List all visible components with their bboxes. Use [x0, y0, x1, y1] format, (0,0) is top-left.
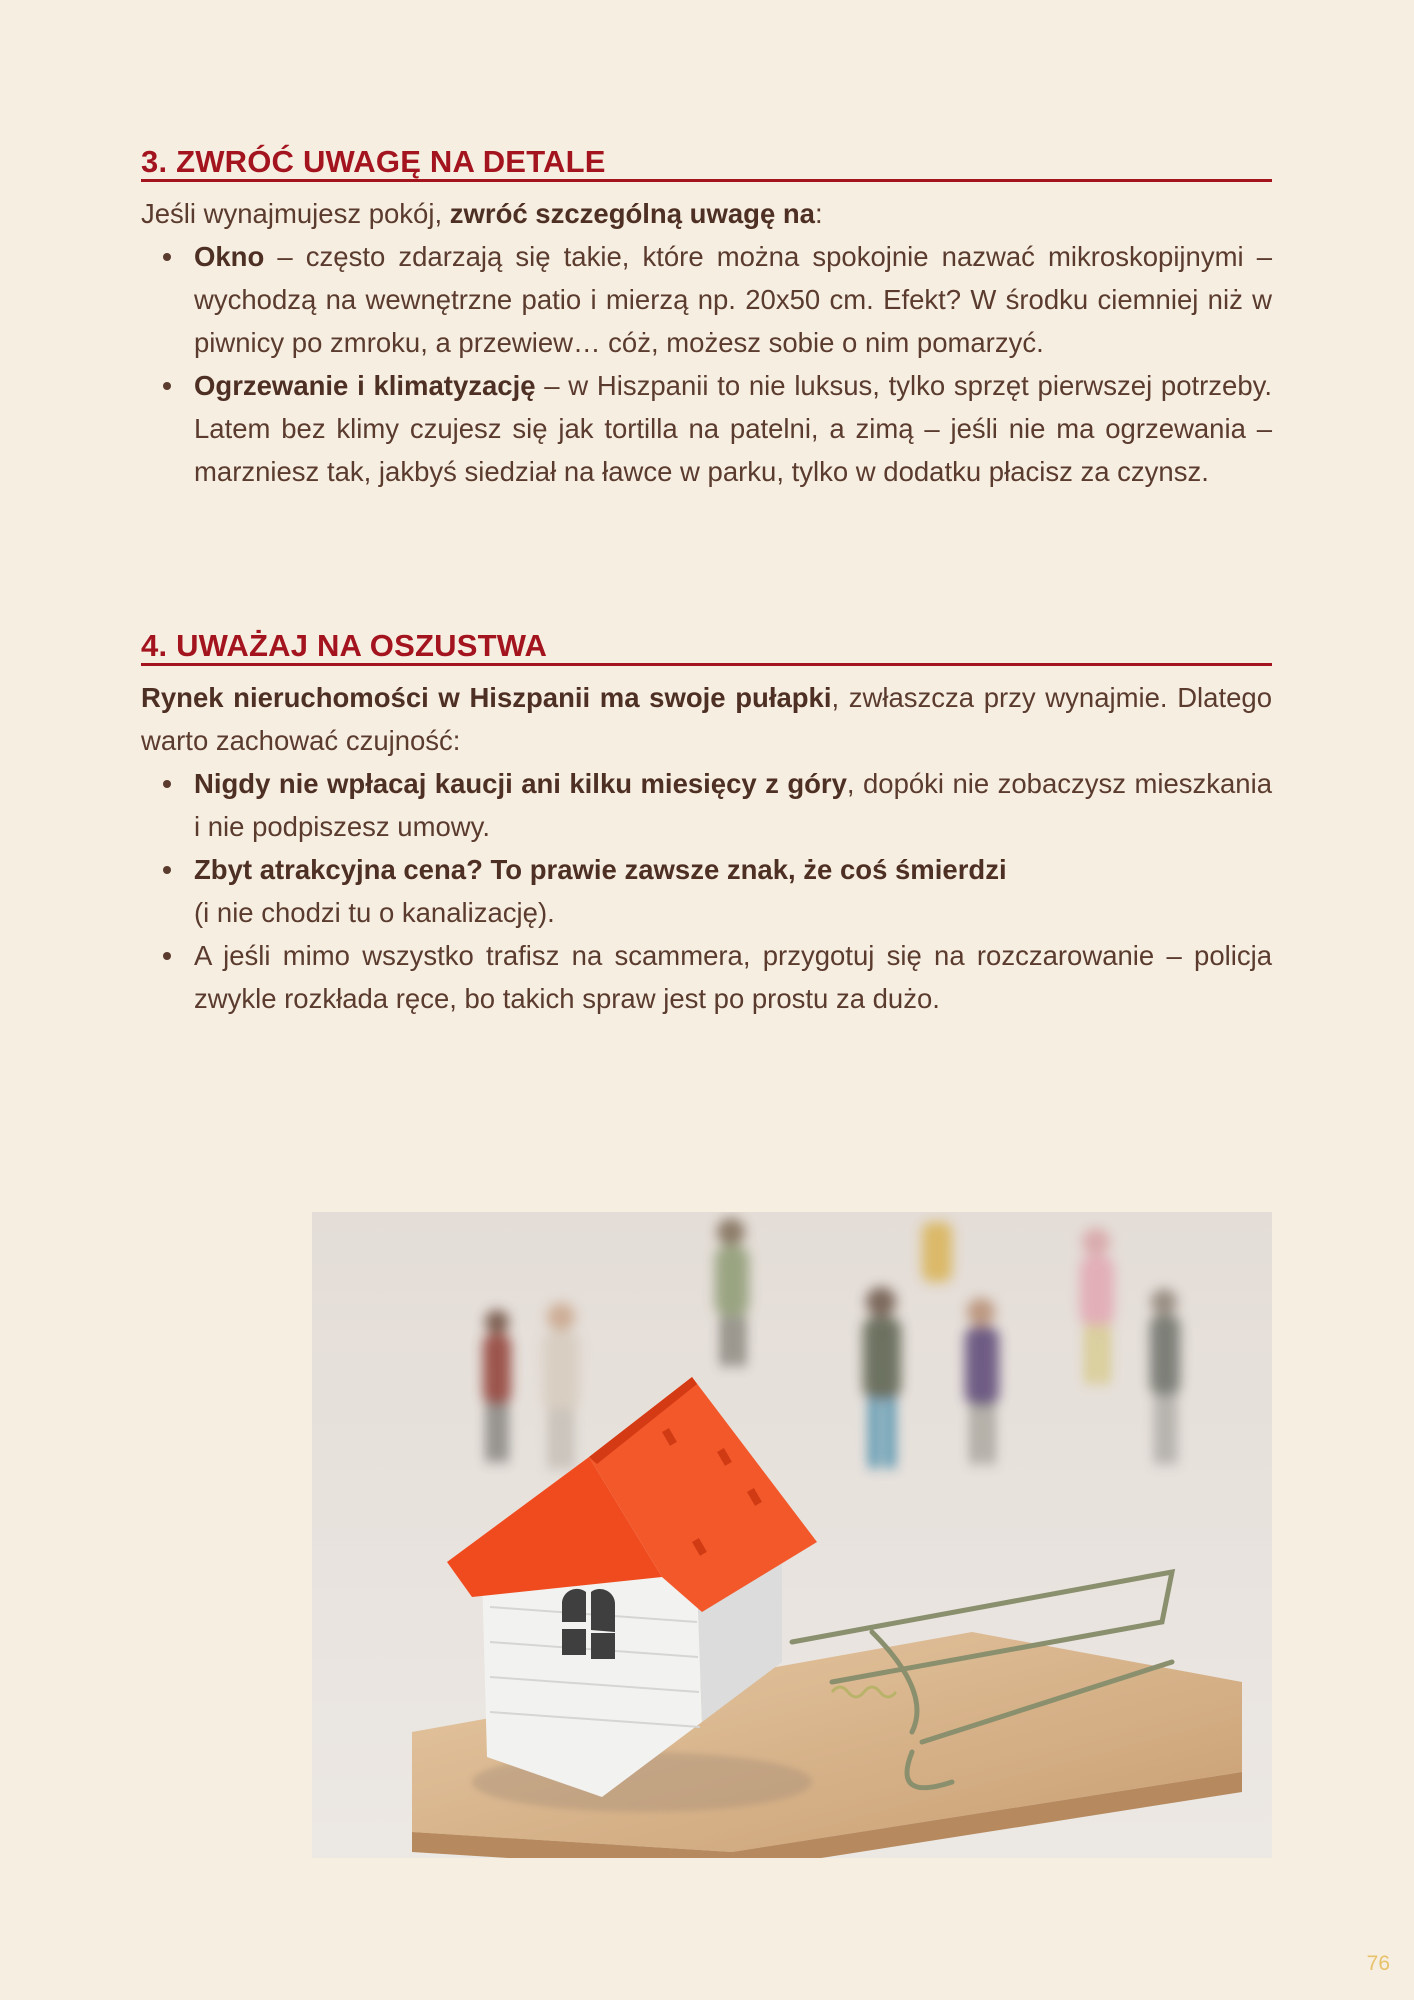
intro-text: , zwłaszcza przy wynajmie. Dlatego warto zachować czujność: [141, 682, 1272, 756]
intro-text: Jeśli wynajmujesz pokój, [141, 198, 450, 229]
section-scams [141, 622, 1272, 1020]
list-item [141, 235, 1272, 364]
house-on-mousetrap-icon [312, 1212, 1272, 1858]
item-bold: Okno [194, 241, 265, 272]
details-list [141, 235, 1272, 493]
list-item [141, 934, 1272, 1020]
item-text: – w Hiszpanii to nie luksus, tylko sprzęt pierwszej potrzeby. Latem bez klimy czujesz się jak tortilla na patelni, a zimą – jeśli nie ma ogrzewania – marzniesz tak, jakbyś siedział na ławce w parku, tylko w dodatku płacisz za czynsz. [194, 370, 1272, 487]
item-text: , dopóki nie zobaczysz mieszkania i nie podpiszesz umowy. [194, 768, 1272, 842]
item-bold: Nigdy nie wpłacaj kaucji ani kilku miesięcy z góry [194, 768, 847, 799]
intro-paragraph [141, 676, 1272, 762]
bullet-icon [163, 866, 171, 874]
list-item [141, 364, 1272, 493]
list-item [141, 848, 1272, 934]
item-bold: Ogrzewanie i klimatyzację [194, 370, 536, 401]
section-heading [141, 138, 1272, 186]
section-details [141, 138, 1272, 493]
item-text: – często zdarzają się takie, które można spokojnie nazwać mikroskopijnymi – wychodzą na wewnętrzne patio i mierzą np. 20x50 cm. Efekt? W środku ciemniej niż w piwnicy po zmroku, a przewiew… cóż, możesz sobie o nim pomarzyć. [194, 241, 1272, 358]
house-on-mousetrap-photo [312, 1212, 1272, 1858]
intro-bold: Rynek nieruchomości w Hiszpanii ma swoje pułapki [141, 682, 832, 713]
scams-list [141, 762, 1272, 1020]
heading-underline [141, 179, 1272, 182]
item-text: A jeśli mimo wszystko trafisz na scammera, przygotuj się na rozczarowanie – policja zwykle rozkłada ręce, bo takich spraw jest po prostu za dużo. [194, 940, 1272, 1014]
item-bold: Zbyt atrakcyjna cena? To prawie zawsze znak, że coś śmierdzi [194, 854, 1007, 885]
heading-underline [141, 663, 1272, 666]
heading-text: 3. ZWRÓĆ UWAGĘ NA DETALE [141, 144, 606, 179]
heading-text: 4. UWAŻAJ NA OSZUSTWA [141, 628, 548, 663]
list-item [141, 762, 1272, 848]
intro-bold: zwróć szczególną uwagę na [449, 198, 815, 229]
intro-paragraph [141, 192, 1272, 235]
bullet-icon [163, 253, 171, 261]
bullet-icon [163, 780, 171, 788]
intro-end: : [814, 198, 823, 229]
section-heading [141, 622, 1272, 670]
page-number: 76 [1366, 1952, 1390, 1975]
bullet-icon [163, 382, 171, 390]
bullet-icon [163, 952, 171, 960]
item-text: (i nie chodzi tu o kanalizację). [194, 897, 555, 928]
